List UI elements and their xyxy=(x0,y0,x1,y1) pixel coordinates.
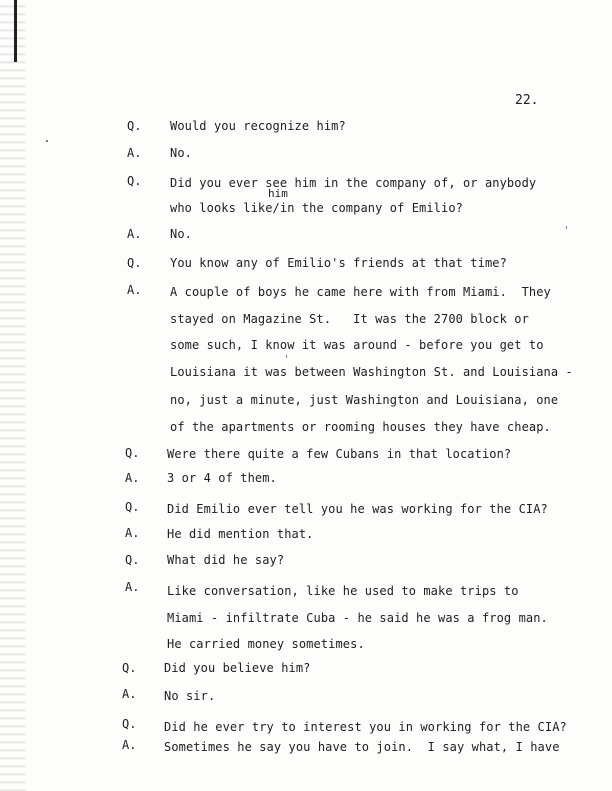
speaker-label: Q. xyxy=(122,661,137,675)
speaker-label: Q. xyxy=(127,119,142,133)
page-number: 22. xyxy=(515,93,539,108)
scan-speck xyxy=(46,140,48,142)
speaker-label: Q. xyxy=(127,174,142,188)
testimony-line: Did Emilio ever tell you he was working for the CIA? xyxy=(167,502,548,516)
testimony-line: stayed on Magazine St. It was the 2700 block or xyxy=(170,312,529,326)
testimony-line: Were there quite a few Cubans in that location? xyxy=(167,447,512,461)
speaker-label: A. xyxy=(127,283,142,297)
testimony-line: He did mention that. xyxy=(167,527,314,541)
scan-speck xyxy=(286,355,287,358)
speaker-label: Q. xyxy=(125,446,140,460)
testimony-line: A couple of boys he came here with from Miami. They xyxy=(170,285,551,299)
speaker-label: A. xyxy=(125,526,140,540)
speaker-label: A. xyxy=(122,687,137,701)
testimony-line: No. xyxy=(170,227,192,241)
testimony-line: Louisiana it was between Washington St. and Louisiana - xyxy=(170,365,573,379)
speaker-label: A. xyxy=(122,738,137,752)
testimony-line: Miami - infiltrate Cuba - he said he was a frog man. xyxy=(167,611,548,625)
testimony-line: What did he say? xyxy=(167,553,285,567)
testimony-line: You know any of Emilio's friends at that time? xyxy=(170,256,507,270)
testimony-line: Would you recognize him? xyxy=(170,119,346,133)
scan-margin-noise xyxy=(0,0,26,791)
testimony-line: No sir. xyxy=(164,689,216,703)
speaker-label: Q. xyxy=(122,717,137,731)
speaker-label: Q. xyxy=(125,500,140,514)
speaker-label: Q. xyxy=(125,553,140,567)
speaker-label: A. xyxy=(127,146,142,160)
interlinear-insertion: him xyxy=(268,187,288,200)
testimony-line: Did you ever see him in the company of, or anybody xyxy=(170,176,537,190)
testimony-line: Like conversation, like he used to make trips to xyxy=(167,584,519,598)
speaker-label: A. xyxy=(125,580,140,594)
testimony-line: 3 or 4 of them. xyxy=(167,471,277,485)
testimony-line: who looks like/in the company of Emilio? xyxy=(170,201,463,215)
testimony-line: no, just a minute, just Washington and Louisiana, one xyxy=(170,393,559,407)
testimony-line: Sometimes he say you have to join. I say what, I have xyxy=(164,740,560,754)
testimony-line: No. xyxy=(170,146,192,160)
testimony-line: Did he ever try to interest you in working for the CIA? xyxy=(164,720,567,734)
testimony-line: He carried money sometimes. xyxy=(167,637,365,651)
speaker-label: A. xyxy=(125,471,140,485)
testimony-line: some such, I know it was around - before you get to xyxy=(170,338,544,352)
scan-speck xyxy=(566,226,567,229)
testimony-line: of the apartments or rooming houses they have cheap. xyxy=(170,420,551,434)
scan-margin-mark xyxy=(14,0,17,62)
speaker-label: A. xyxy=(127,227,142,241)
speaker-label: Q. xyxy=(127,256,142,270)
testimony-line: Did you believe him? xyxy=(164,661,311,675)
